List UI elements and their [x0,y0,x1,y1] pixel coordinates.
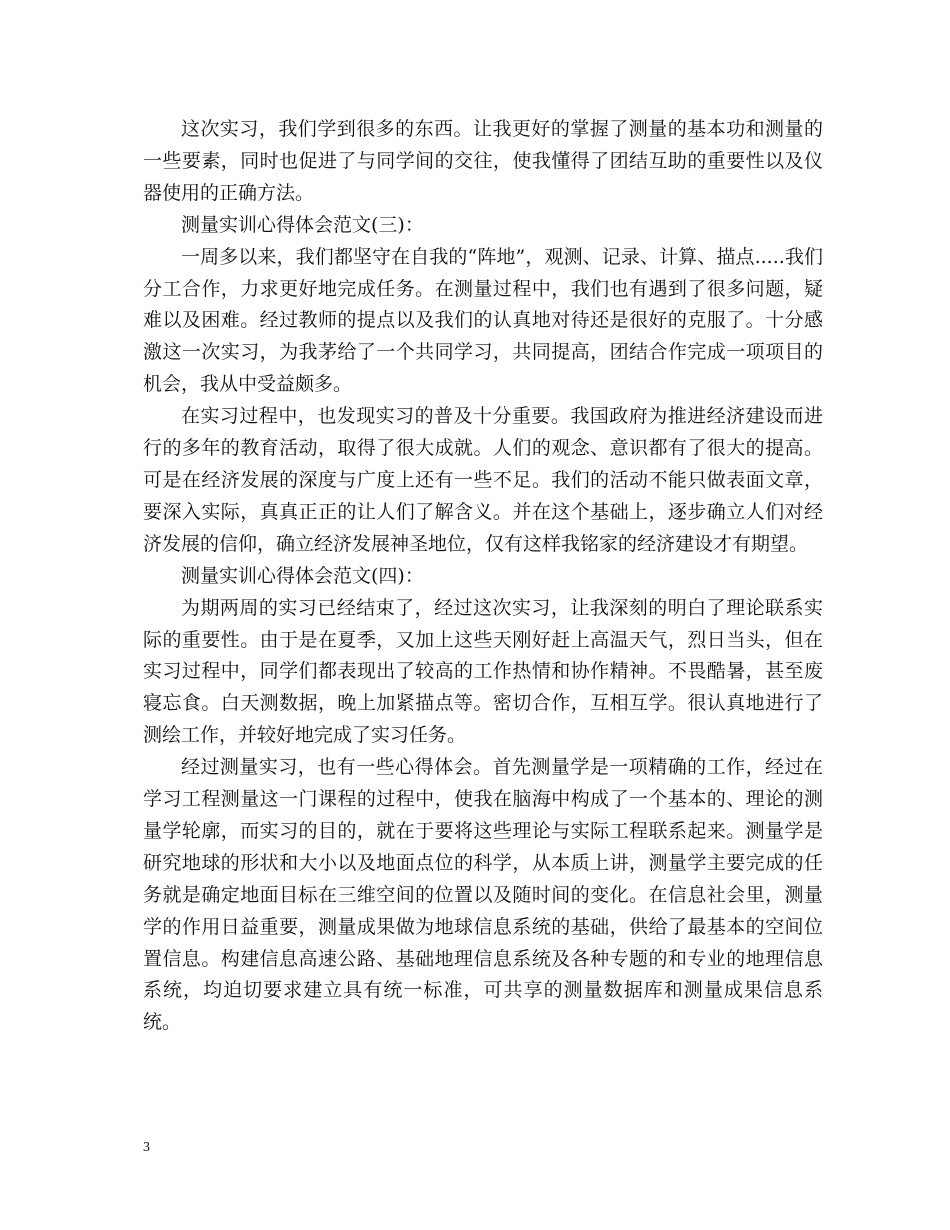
section-heading: 测量实训心得体会范文(四)： [181,564,424,587]
paragraph: 一周多以来，我们都坚守在自我的“阵地”，观测、记录、计算、描点.....我们分工合作，力求更好地完成任务。在测量过程中，我们也有遇到了很多问题，疑难以及困难。经过教师的提点以及我们的认真地对待还是很好的克服了。十分感激这一次实习，为我茅给了一个共同学习，共同提高，团结合作完成一项项目的机会，我从中受益颇多。 [143,245,823,396]
paragraph: 在实习过程中，也发现实习的普及十分重要。我国政府为推进经济建设而进行的多年的教育活动，取得了很大成就。人们的观念、意识都有了很大的提高。可是在经济发展的深度与广度上还有一些不足。我们的活动不能只做表面文章，要深入实际，真真正正的让人们了解含义。并在这个基础上，逐步确立人们对经济发展的信仰，确立经济发展神圣地位，仅有这样我铭家的经济建设才有期望。 [143,405,823,555]
document-body [143,114,823,1039]
paragraph: 这次实习，我们学到很多的东西。让我更好的掌握了测量的基本功和测量的一些要素，同时也促进了与同学间的交往，使我懂得了团结互助的重要性以及仪器使用的正确方法。 [143,118,823,204]
paragraph: 为期两周的实习已经结束了，经过这次实习，让我深刻的明白了理论联系实际的重要性。由于是在夏季，又加上这些天刚好赶上高温天气，烈日当头，但在实习过程中，同学们都表现出了较高的工作热情和协作精神。不畏酷暑，甚至废寝忘食。白天测数据，晚上加紧描点等。密切合作，互相互学。很认真地进行了测绘工作，并较好地完成了实习任务。 [143,596,823,747]
page-number: 3 [143,1140,150,1155]
paragraph: 经过测量实习，也有一些心得体会。首先测量学是一项精确的工作，经过在学习工程测量这一门课程的过程中，使我在脑海中构成了一个基本的、理论的测量学轮廓，而实习的目的，就在于要将这些理论与实际工程联系起来。测量学是研究地球的形状和大小以及地面点位的科学，从本质上讲，测量学主要完成的任务就是确定地面目标在三维空间的位置以及随时间的变化。在信息社会里，测量学的作用日益重要，测量成果做为地球信息系统的基础，供给了最基本的空间位置信息。构建信息高速公路、基础地理信息系统及各种专题的和专业的地理信息系统，均迫切要求建立具有统一标准，可共享的测量数据库和测量成果信息系统。 [143,756,823,1034]
section-heading: 测量实训心得体会范文(三)： [181,213,424,236]
